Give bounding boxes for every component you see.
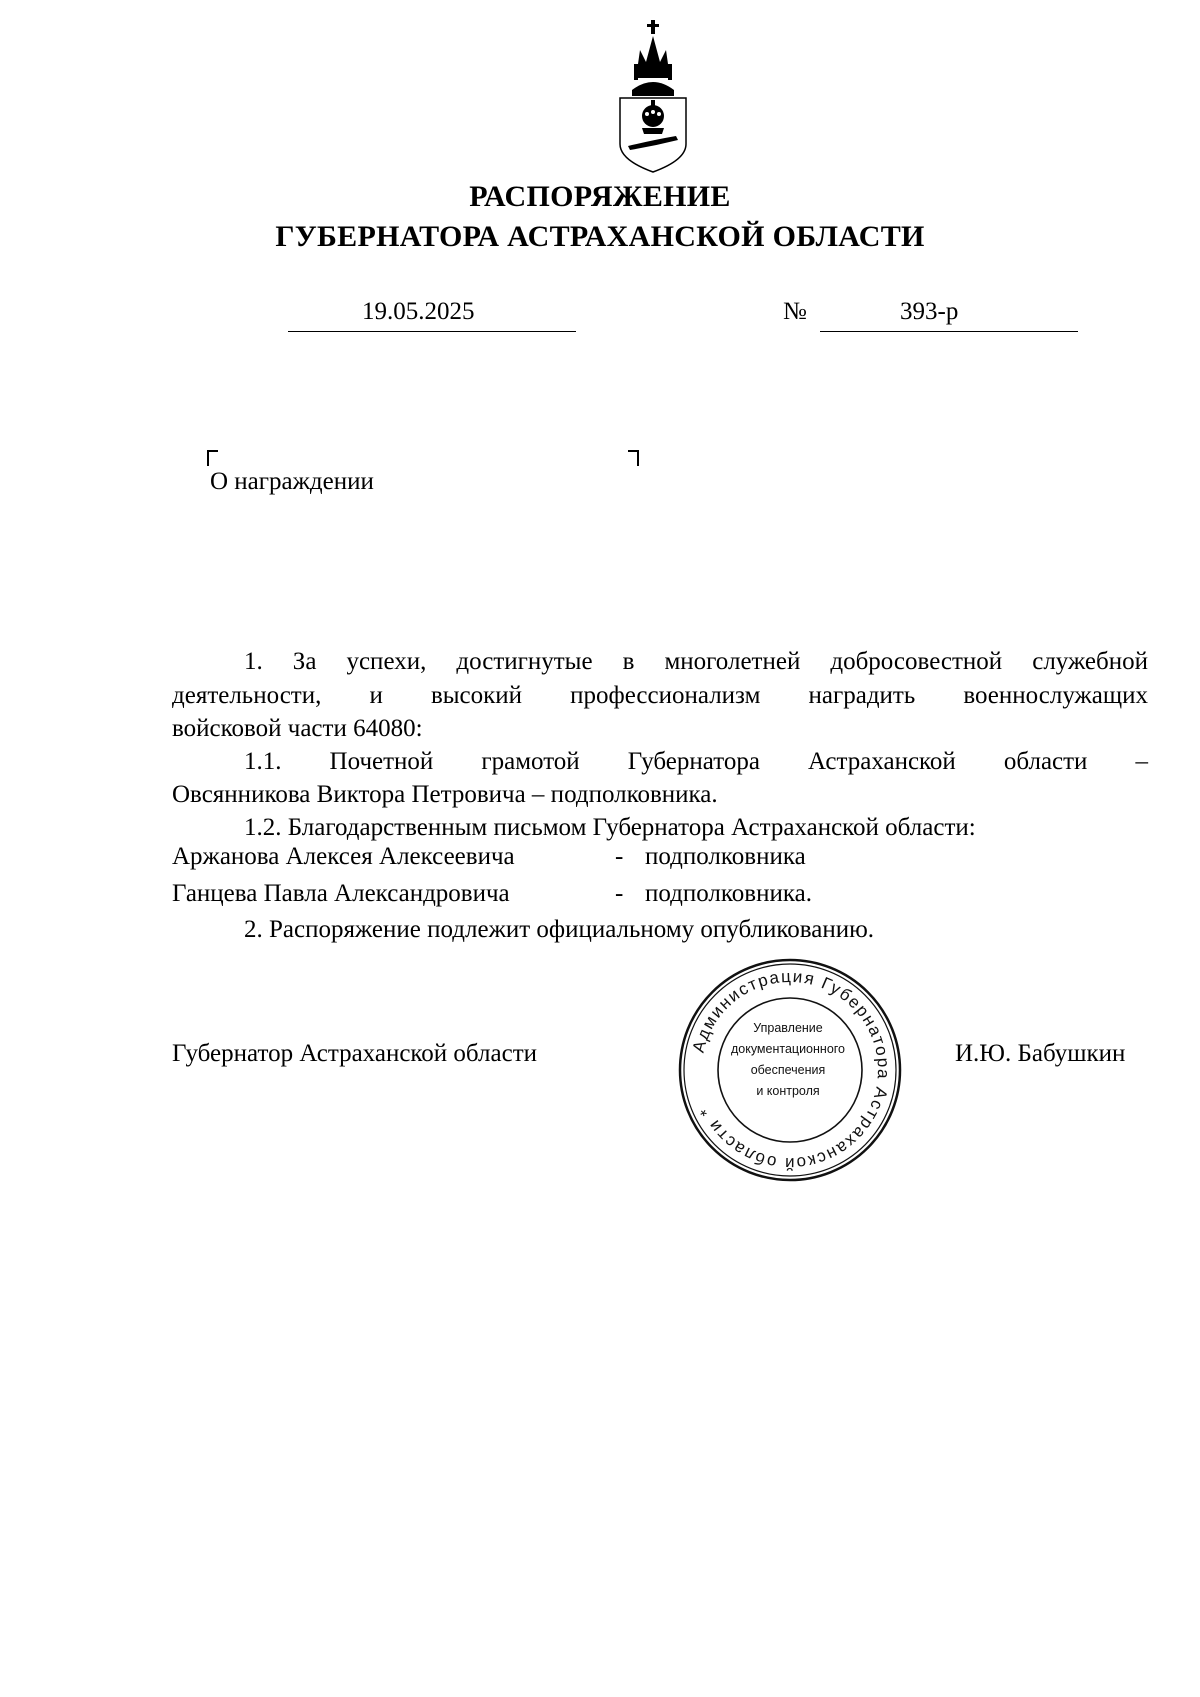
paragraph-1-line-2: деятельности, и высокий профессионализм наградить военнослужащих [172, 682, 1148, 709]
document-type-title: РАСПОРЯЖЕНИЕ [469, 180, 731, 213]
issuer-title: ГУБЕРНАТОРА АСТРАХАНСКОЙ ОБЛАСТИ [275, 220, 925, 253]
stamp-inner-text [728, 1018, 848, 1102]
paragraph-1-line-1: 1. За успехи, достигнутые в многолетней добросовестной служебной [244, 648, 1148, 675]
document-number: 393-р [900, 298, 959, 325]
awardee-1-name: Аржанова Алексея Алексеевича [172, 843, 515, 870]
subject-bracket-right [628, 450, 639, 466]
signatory-name: И.Ю. Бабушкин [955, 1040, 1126, 1067]
paragraph-1-2: 1.2. Благодарственным письмом Губернатора Астраханской области: [244, 814, 976, 841]
paragraph-1-1-line-1: 1.1. Почетной грамотой Губернатора Астраханской области – [244, 748, 1148, 775]
coat-of-arms-icon [614, 18, 692, 174]
date-underline [288, 331, 576, 332]
paragraph-2: 2. Распоряжение подлежит официальному опубликованию. [244, 916, 875, 943]
signatory-position: Губернатор Астраханской области [172, 1040, 538, 1067]
awardee-1-dash: - [615, 843, 624, 870]
number-underline [820, 331, 1078, 332]
stamp-inner-line-3: обеспечения [750, 1063, 826, 1077]
number-sign: № [783, 298, 807, 325]
stamp-ring-text: Администрация Губернатора Астраханской области * [688, 966, 894, 1174]
stamp-inner-line-1: Управление [753, 1021, 823, 1035]
paragraph-1-line-3: войсковой части 64080: [172, 715, 423, 742]
document-subject: О награждении [210, 468, 374, 495]
subject-bracket-left [207, 450, 218, 466]
awardee-2-rank: подполковника. [645, 880, 812, 907]
stamp-inner-line-4: и контроля [756, 1084, 820, 1098]
paragraph-1-1-line-2: Овсянникова Виктора Петровича – подполковника. [172, 781, 718, 808]
stamp-inner-line-2: документационного [730, 1042, 846, 1056]
awardee-2-dash: - [615, 880, 624, 907]
document-date: 19.05.2025 [362, 298, 475, 325]
awardee-2-name: Ганцева Павла Александровича [172, 880, 510, 907]
awardee-1-rank: подполковника [645, 843, 806, 870]
